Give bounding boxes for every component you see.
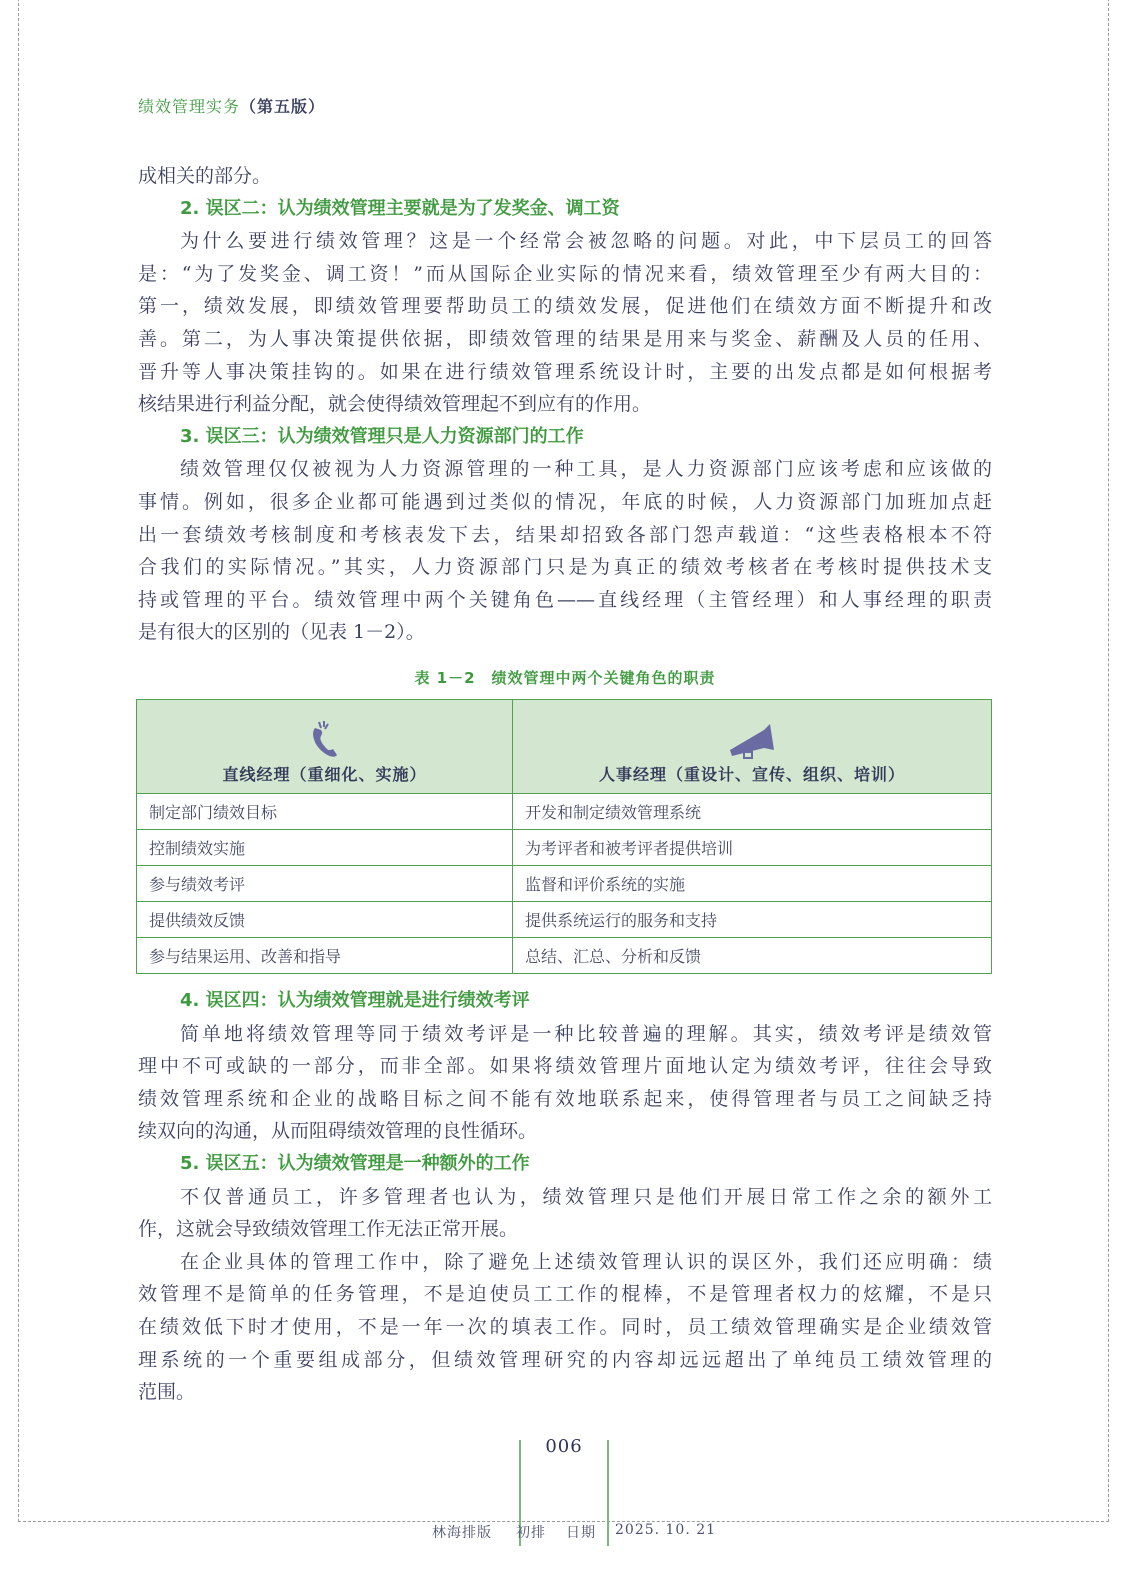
line-manager-duty: 制定部门绩效目标 (137, 794, 513, 830)
paragraph-line: 核结果进行利益分配，就会使得绩效管理起不到应有的作用。 (138, 393, 652, 416)
line-manager-duty: 参与绩效考评 (137, 866, 513, 902)
section-heading: 4. 误区四：认为绩效管理就是进行绩效考评 (180, 990, 530, 1011)
table-caption: 表 1－2 绩效管理中两个关键角色的职责 (414, 669, 716, 687)
header-hr-manager (513, 700, 992, 794)
hr-manager-duty: 为考评者和被考评者提供培训 (513, 830, 992, 866)
header-label: 直线经理（重细化、实施） (222, 765, 427, 784)
footer-divider (607, 1440, 609, 1546)
paragraph-line: 晋升等人事决策挂钩的。如果在进行绩效管理系统设计时，主要的出发点都是如何根据考 (138, 360, 992, 383)
paragraph-line: 第一，绩效发展，即绩效管理要帮助员工的绩效发展，促进他们在绩效方面不断提升和改 (138, 295, 992, 318)
footer-stage: 初排 (516, 1525, 546, 1541)
table-row (137, 794, 992, 830)
paragraph-line: 持或管理的平台。绩效管理中两个关键角色——直线经理（主管经理）和人事经理的职责 (138, 588, 992, 611)
paragraph-line: 是有很大的区别的（见表 1－2）。 (138, 621, 425, 644)
roles-table (136, 699, 992, 974)
paragraph-line: 在绩效低下时才使用，不是一年一次的填表工作。同时，员工绩效管理确实是企业绩效管 (138, 1315, 992, 1338)
table-header-row (137, 700, 992, 794)
body-section-b (138, 985, 992, 1409)
book-title: 绩效管理实务 (138, 97, 241, 116)
paragraph-line: 绩效管理系统和企业的战略目标之间不能有效地联系起来，使得管理者与员工之间缺乏持 (138, 1087, 992, 1110)
edition: （第五版） (240, 97, 326, 116)
paragraph-line: 理中不可或缺的一部分，而非全部。如果将绩效管理片面地认定为绩效考评，往往会导致 (138, 1055, 992, 1078)
paragraph-line: 作，这就会导致绩效管理工作无法正常开展。 (138, 1218, 519, 1241)
paragraph-line: 善。第二，为人事决策提供依据，即绩效管理的结果是用来与奖金、薪酬及人员的任用、 (138, 327, 992, 350)
paragraph-line: 简单地将绩效管理等同于绩效考评是一种比较普遍的理解。其实，绩效考评是绩效管 (180, 1022, 992, 1045)
footer-date: 2025. 10. 21 (615, 1522, 717, 1538)
header-label: 人事经理（重设计、宣传、组织、培训） (598, 765, 905, 784)
table-row (137, 902, 992, 938)
paragraph-line: 范围。 (138, 1381, 196, 1404)
paragraph-line: 续双向的沟通，从而阻碍绩效管理的良性循环。 (138, 1120, 538, 1143)
table-row (137, 938, 992, 974)
hr-manager-duty: 提供系统运行的服务和支持 (513, 902, 992, 938)
hr-manager-duty: 开发和制定绩效管理系统 (513, 794, 992, 830)
body-section-a (138, 160, 992, 649)
phone-icon (138, 718, 511, 762)
section-heading: 3. 误区三：认为绩效管理只是人力资源部门的工作 (180, 425, 584, 447)
paragraph-line: 出一套绩效考核制度和考核表发下去，结果却招致各部门怨声载道：“这些表格根本不符 (138, 523, 992, 546)
line-manager-duty: 参与结果运用、改善和指导 (137, 938, 513, 974)
paragraph-line: 在企业具体的管理工作中，除了避免上述绩效管理认识的误区外，我们还应明确：绩 (180, 1250, 992, 1273)
paragraph-line: 为什么要进行绩效管理？这是一个经常会被忽略的问题。对此，中下层员工的回答 (180, 230, 992, 253)
footer-date-label: 日期 (566, 1525, 596, 1541)
paragraph-line: 不仅普通员工，许多管理者也认为，绩效管理只是他们开展日常工作之余的额外工 (180, 1185, 992, 1208)
section-heading: 2. 误区二：认为绩效管理主要就是为了发奖金、调工资 (180, 197, 620, 219)
megaphone-icon (514, 718, 990, 762)
paragraph-line: 是：“为了发奖金、调工资！”而从国际企业实际的情况来看，绩效管理至少有两大目的： (138, 262, 992, 285)
table-row (137, 866, 992, 902)
hr-manager-duty: 监督和评价系统的实施 (513, 866, 992, 902)
paragraph-line: 合我们的实际情况。”其实，人力资源部门只是为真正的绩效考核者在考核时提供技术支 (138, 556, 992, 579)
paragraph-line: 效管理不是简单的任务管理，不是迫使员工工作的棍棒，不是管理者权力的炫耀，不是只 (138, 1283, 992, 1306)
paragraph-line: 绩效管理仅仅被视为人力资源管理的一种工具，是人力资源部门应该考虑和应该做的 (180, 458, 992, 481)
running-head (138, 94, 325, 117)
footer-typesetter: 林海排版 (432, 1525, 492, 1541)
paragraph-line: 成相关的部分。 (138, 165, 272, 187)
header-line-manager (137, 700, 513, 794)
paragraph-line: 事情。例如，很多企业都可能遇到过类似的情况，年底的时候，人力资源部门加班加点赶 (138, 490, 992, 513)
line-manager-duty: 提供绩效反馈 (137, 902, 513, 938)
table-row (137, 830, 992, 866)
line-manager-duty: 控制绩效实施 (137, 830, 513, 866)
hr-manager-duty: 总结、汇总、分析和反馈 (513, 938, 992, 974)
section-heading: 5. 误区五：认为绩效管理是一种额外的工作 (180, 1152, 530, 1174)
page-number: 006 (545, 1436, 583, 1457)
paragraph-line: 理系统的一个重要组成部分，但绩效管理研究的内容却远远超出了单纯员工绩效管理的 (138, 1348, 992, 1371)
